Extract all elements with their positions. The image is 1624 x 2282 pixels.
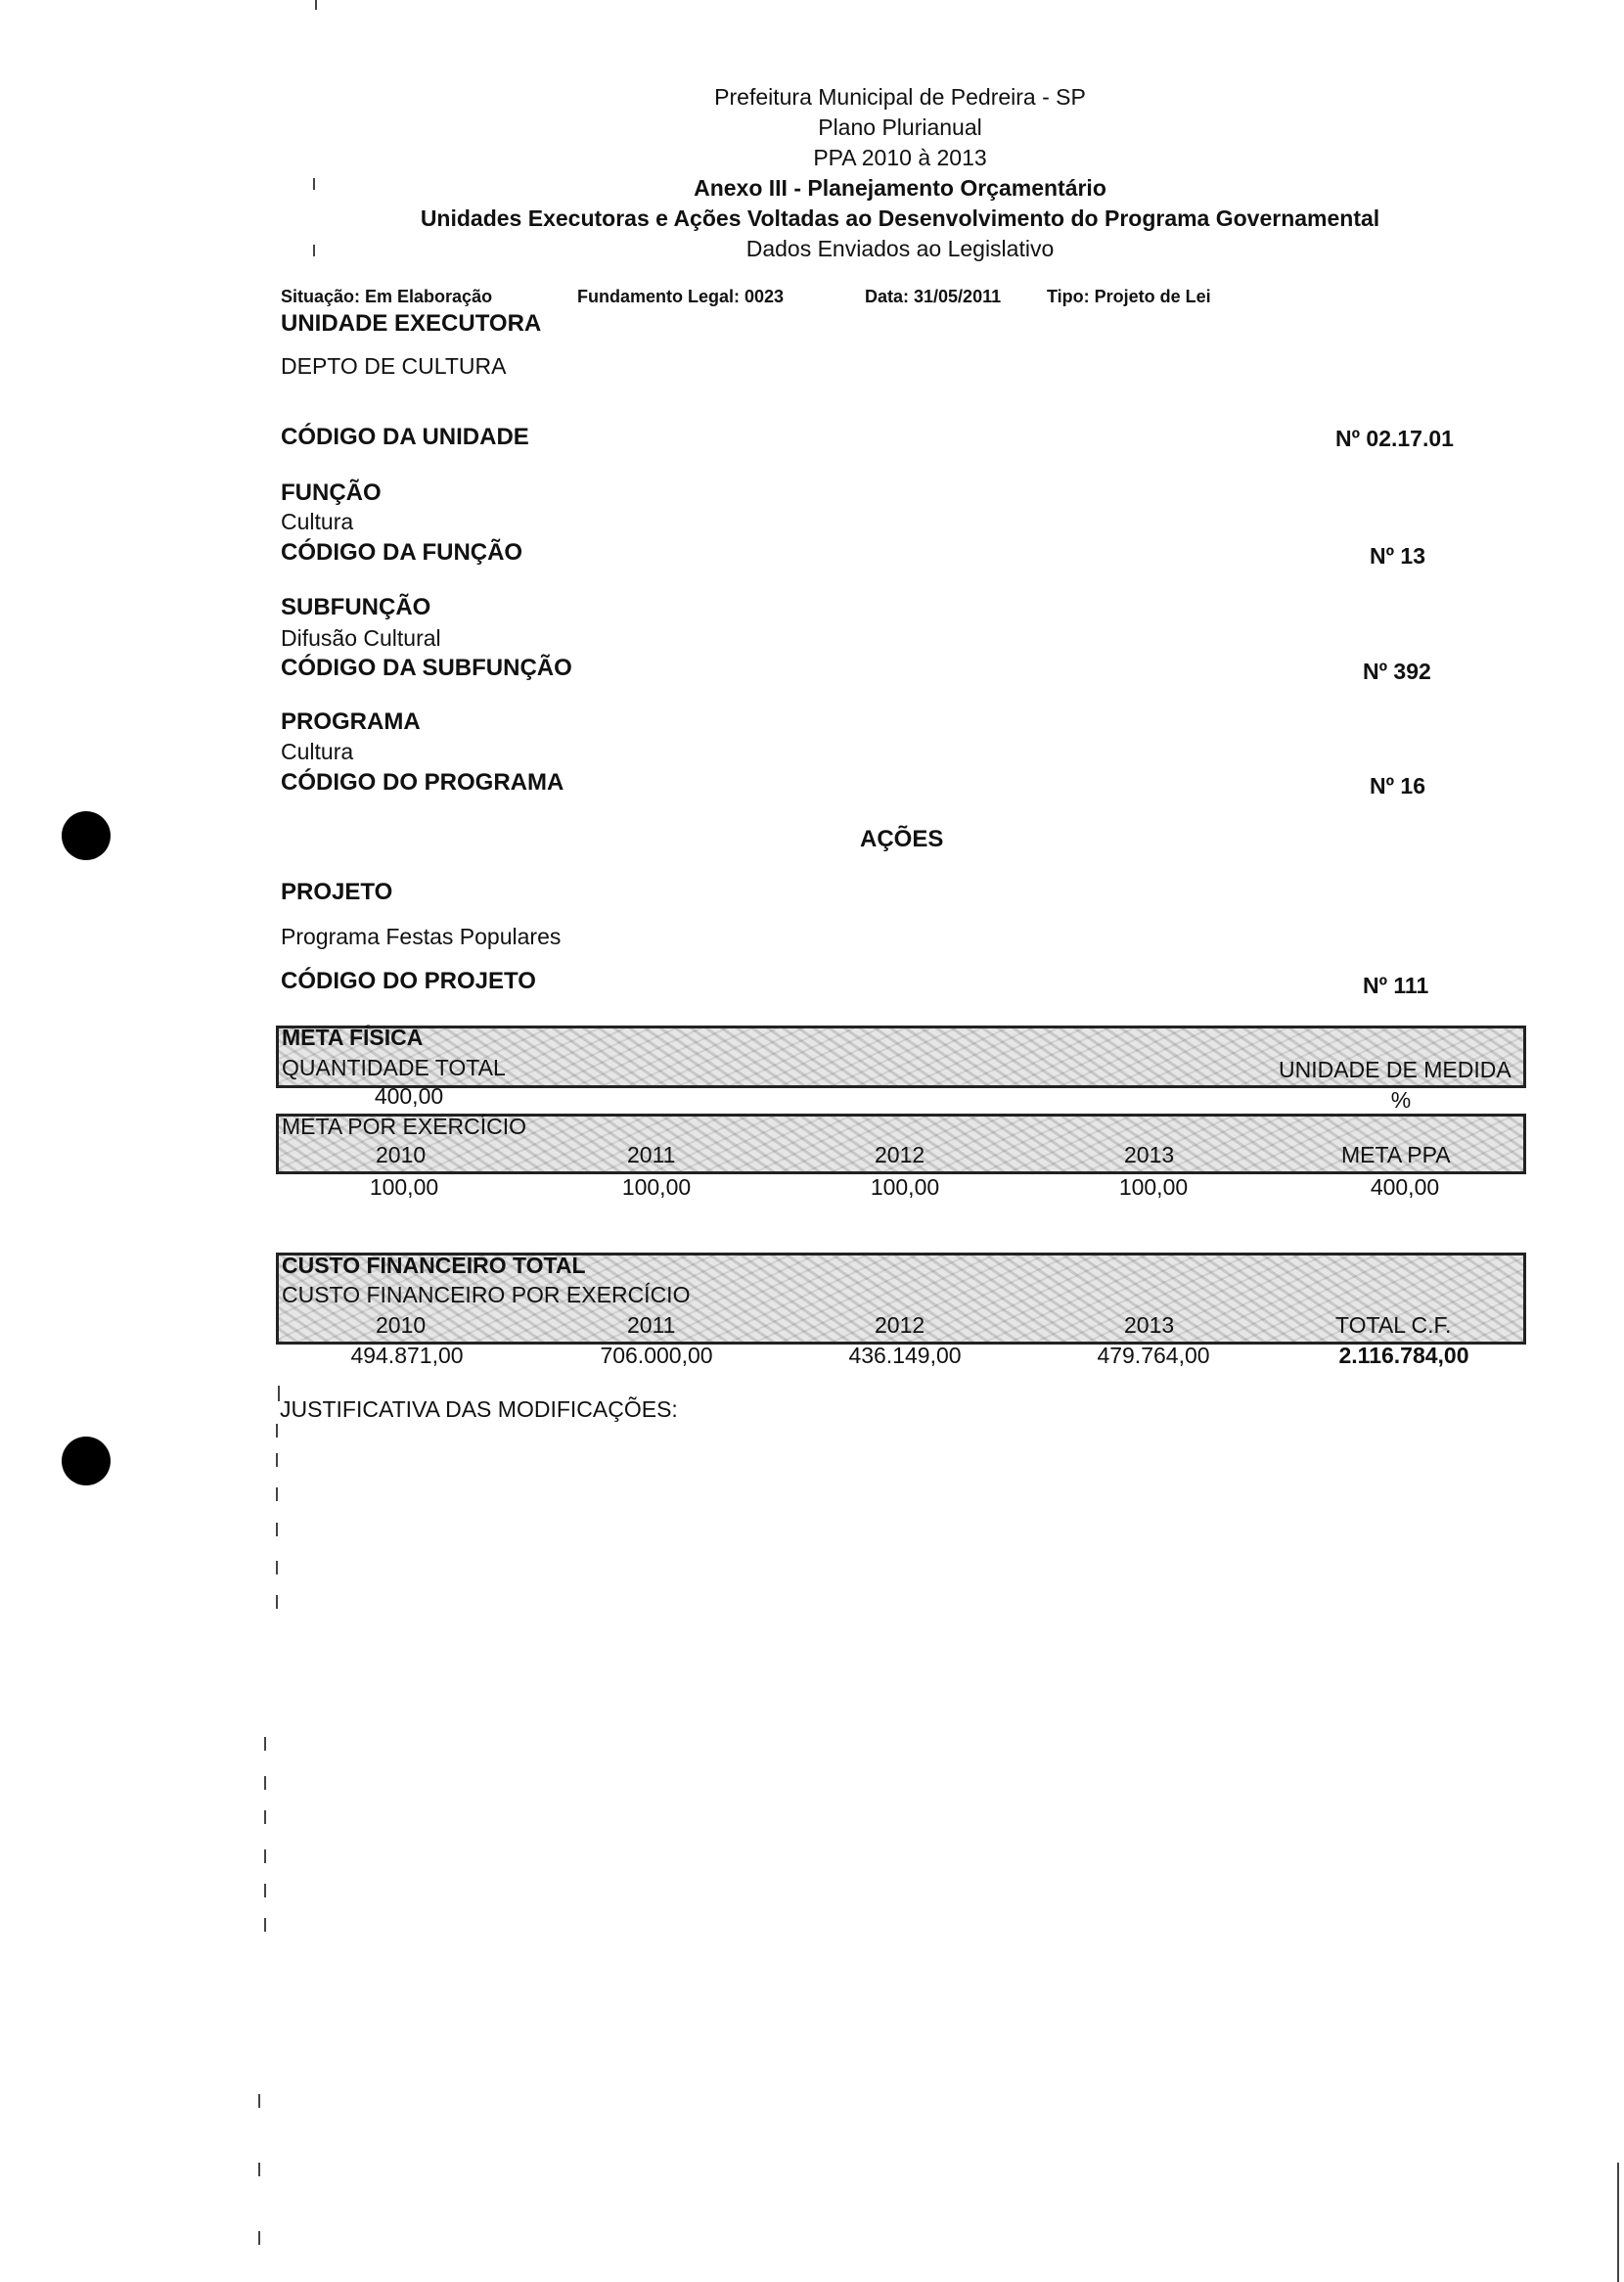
margin-tick xyxy=(313,178,315,190)
situacao: Situação: Em Elaboração xyxy=(281,287,493,306)
custo-value-2013: 479.764,00 xyxy=(1097,1343,1210,1368)
codigo-unidade-label: CÓDIGO DA UNIDADE xyxy=(281,424,529,450)
margin-tick xyxy=(315,0,317,10)
quantidade-total-value: 400,00 xyxy=(374,1083,444,1109)
margin-tick xyxy=(264,1849,266,1863)
tipo: Tipo: Projeto de Lei xyxy=(1047,287,1211,306)
margin-tick xyxy=(264,1884,266,1897)
punch-hole-top xyxy=(62,811,111,860)
custo-header-2013: 2013 xyxy=(1124,1312,1175,1338)
margin-tick xyxy=(258,2094,260,2108)
codigo-subfuncao-label: CÓDIGO DA SUBFUNÇÃO xyxy=(281,655,572,681)
codigo-funcao-label: CÓDIGO DA FUNÇÃO xyxy=(281,539,523,566)
codigo-programa-label: CÓDIGO DO PROGRAMA xyxy=(281,769,564,796)
codigo-projeto-value: Nº 111 xyxy=(1363,973,1429,998)
margin-tick xyxy=(276,1561,278,1575)
meta-exercicio-value-2013: 100,00 xyxy=(1118,1174,1189,1200)
meta-exercicio-header-ppa: META PPA xyxy=(1341,1142,1451,1167)
header-line-6: Dados Enviados ao Legislativo xyxy=(745,236,1055,261)
justificativa-label: JUSTIFICATIVA DAS MODIFICAÇÕES: xyxy=(280,1396,678,1422)
meta-exercicio-header-2012: 2012 xyxy=(875,1142,925,1167)
header-line-5: Unidades Executoras e Ações Voltadas ao Desenvolvimento do Programa Governamental xyxy=(420,205,1380,231)
margin-tick xyxy=(264,1918,266,1932)
margin-tick xyxy=(276,1424,278,1438)
margin-tick xyxy=(264,1810,266,1824)
margin-tick xyxy=(264,1776,266,1790)
meta-fisica-title: META FÍSICA xyxy=(282,1025,424,1050)
projeto-value: Programa Festas Populares xyxy=(281,924,562,949)
margin-tick xyxy=(313,245,315,256)
margin-tick xyxy=(258,2231,260,2245)
custo-header-2010: 2010 xyxy=(376,1312,427,1338)
meta-exercicio-value-2012: 100,00 xyxy=(870,1174,940,1200)
meta-exercicio-title: META POR EXERCÍCIO xyxy=(282,1114,527,1139)
header-line-3: PPA 2010 à 2013 xyxy=(813,145,987,170)
header-line-4: Anexo III - Planejamento Orçamentário xyxy=(694,175,1106,201)
meta-exercicio-value-ppa: 400,00 xyxy=(1370,1174,1440,1200)
codigo-projeto-label: CÓDIGO DO PROJETO xyxy=(281,968,536,994)
custo-header-2012: 2012 xyxy=(875,1312,925,1338)
custo-header-total: TOTAL C.F. xyxy=(1335,1312,1452,1338)
subfuncao-value: Difusão Cultural xyxy=(281,625,441,651)
margin-tick xyxy=(276,1453,278,1467)
codigo-funcao-value: Nº 13 xyxy=(1370,543,1425,569)
subfuncao-label: SUBFUNÇÃO xyxy=(281,594,431,620)
unidade-label: UNIDADE EXECUTORA xyxy=(281,310,542,337)
data: Data: 31/05/2011 xyxy=(865,287,1002,306)
acoes-title: AÇÕES xyxy=(860,826,944,852)
custo-value-total: 2.116.784,00 xyxy=(1338,1343,1469,1368)
meta-exercicio-header-2011: 2011 xyxy=(627,1142,676,1167)
margin-tick xyxy=(278,1386,280,1401)
margin-tick xyxy=(276,1523,278,1536)
right-edge-line xyxy=(1617,2163,1619,2282)
funcao-value: Cultura xyxy=(281,509,354,534)
unidade-medida-label: UNIDADE DE MEDIDA xyxy=(1279,1057,1511,1082)
funcao-label: FUNÇÃO xyxy=(281,479,382,506)
meta-exercicio-header-2013: 2013 xyxy=(1124,1142,1175,1167)
punch-hole-bottom xyxy=(62,1437,111,1485)
custo-value-2010: 494.871,00 xyxy=(350,1343,464,1368)
custo-value-2011: 706.000,00 xyxy=(600,1343,713,1368)
meta-exercicio-header-2010: 2010 xyxy=(376,1142,427,1167)
custo-value-2012: 436.149,00 xyxy=(848,1343,962,1368)
projeto-label: PROJETO xyxy=(281,879,393,905)
custo-subtitle: CUSTO FINANCEIRO POR EXERCÍCIO xyxy=(282,1282,691,1307)
unidade-medida-value: % xyxy=(1390,1087,1412,1113)
quantidade-total-label: QUANTIDADE TOTAL xyxy=(282,1055,506,1080)
custo-header-2011: 2011 xyxy=(627,1312,676,1338)
unidade-value: DEPTO DE CULTURA xyxy=(281,353,507,379)
programa-value: Cultura xyxy=(281,739,354,764)
meta-exercicio-value-2010: 100,00 xyxy=(369,1174,439,1200)
fundamento-legal: Fundamento Legal: 0023 xyxy=(577,287,785,306)
margin-tick xyxy=(264,1737,266,1751)
programa-label: PROGRAMA xyxy=(281,708,421,735)
header-line-1: Prefeitura Municipal de Pedreira - SP xyxy=(714,84,1086,110)
codigo-programa-value: Nº 16 xyxy=(1370,773,1425,799)
margin-tick xyxy=(258,2163,260,2176)
header-line-2: Plano Plurianual xyxy=(818,114,982,140)
codigo-subfuncao-value: Nº 392 xyxy=(1363,659,1431,684)
custo-title: CUSTO FINANCEIRO TOTAL xyxy=(282,1253,586,1278)
codigo-unidade-value: Nº 02.17.01 xyxy=(1335,426,1454,451)
margin-tick xyxy=(276,1595,278,1609)
margin-tick xyxy=(276,1487,278,1501)
meta-exercicio-value-2011: 100,00 xyxy=(621,1174,692,1200)
